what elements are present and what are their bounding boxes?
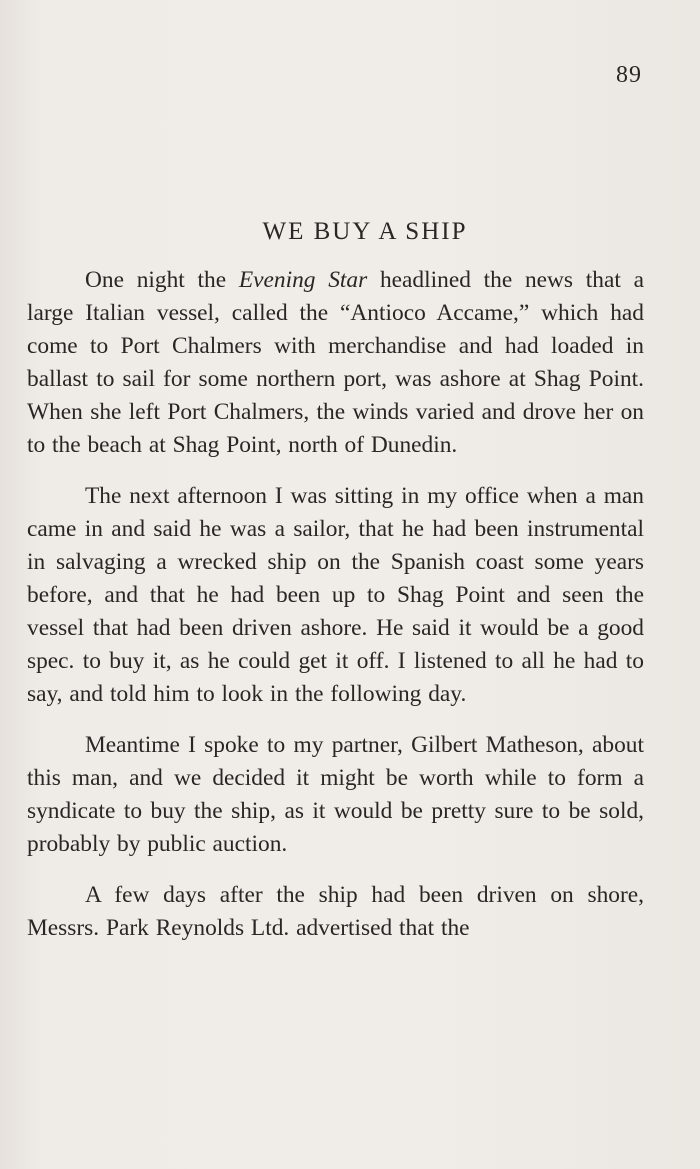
paragraph-1-lead: One night the [85, 267, 239, 293]
newspaper-name: Evening Star [238, 267, 368, 293]
paragraph-3: Meantime I spoke to my partner, Gilbert Matheson, about this man, and we decided it might be worth while to form a syndicate to buy the ship, as it would be pretty sure to be sold, probably by public auction. [27, 732, 644, 857]
paragraph-4: A few days after the ship had been driven on shore, Messrs. Park Reynolds Ltd. advertised that the [27, 882, 644, 941]
paragraph-2: The next afternoon I was sitting in my office when a man came in and said he was a sailor, that he had been instrumental in salvaging a wrecked ship on the Spanish coast some years before, and that he had been up to Shag Point and seen the vessel that had been driven ashore. He said it would be a good spec. to buy it, as he could get it off. I listened to all he had to say, and told him to look in the following day. [27, 483, 644, 707]
chapter-title: WE BUY A SHIP [262, 218, 468, 245]
page-number: 89 [616, 62, 642, 88]
body-text [27, 264, 644, 945]
paragraph-1 [27, 264, 644, 462]
paragraph-1-rest: headlined the news that a large Italian vessel, called the “Antioco Accame,” which had come to Port Chalmers with merchandise and had loaded in ballast to sail for some northern port, was ashore at Shag Point. When she left Port Chalmers, the winds varied and drove her on to the beach at Shag Point, north of Dunedin. [27, 267, 644, 458]
